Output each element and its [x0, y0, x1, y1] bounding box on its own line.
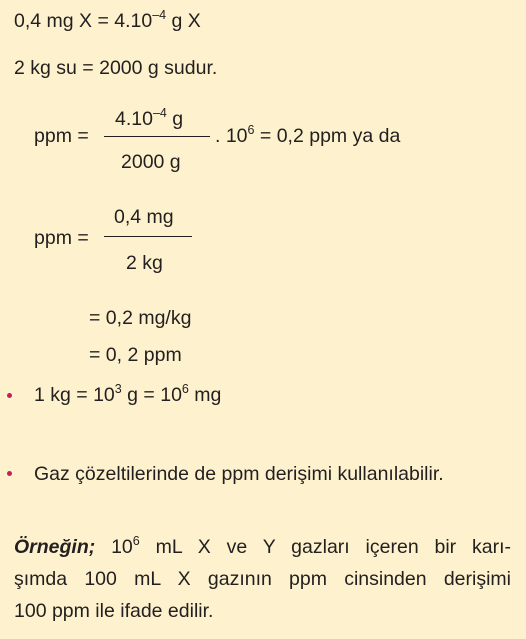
fraction-1-bar [104, 136, 210, 137]
bullet-kg-conversion: 1 kg = $10^3$ $g = 10^6$ mg [34, 382, 222, 406]
fraction-1-lhs: ppm = [34, 125, 89, 147]
fraction-2-denominator: 2 kg [126, 252, 163, 274]
example-row-3: 100 ppm ile ifade edilir. [14, 600, 214, 622]
example-row-2: şımda 100 mL X gazının ppm cinsinden derişimi [14, 568, 511, 590]
equality-ppm: = 0, 2 ppm [89, 344, 182, 366]
example-row-1: Örneğin; $10^6$ mL X ve Y gazları içeren bir karı- [14, 534, 512, 558]
example-lead: Örneğin; [14, 536, 96, 558]
fraction-2-numerator: 0,4 mg [114, 206, 174, 228]
fraction-2-lhs: ppm = [34, 227, 89, 249]
bullet-gas-solutions: Gaz çözeltilerinde de ppm derişimi kullanılabilir. [34, 463, 444, 485]
bullet-icon [7, 393, 12, 398]
fraction-1-denominator: 2000 g [121, 151, 181, 173]
example-paragraph [14, 531, 511, 627]
fraction-1-numerator: $4.10^{-4}$ g [115, 106, 184, 130]
conversion-line-mass: 0,4 mg $X = 4.10^{-4}$ g X [14, 8, 201, 32]
conversion-line-water: 2 kg su = 2000 g sudur. [14, 57, 218, 79]
fraction-1-rhs: . $10^6 = 0,2$ ppm ya da [215, 123, 401, 147]
equality-mg-per-kg: = 0,2 mg/kg [89, 307, 192, 329]
fraction-2-bar [104, 236, 192, 237]
bullet-icon [7, 471, 12, 476]
